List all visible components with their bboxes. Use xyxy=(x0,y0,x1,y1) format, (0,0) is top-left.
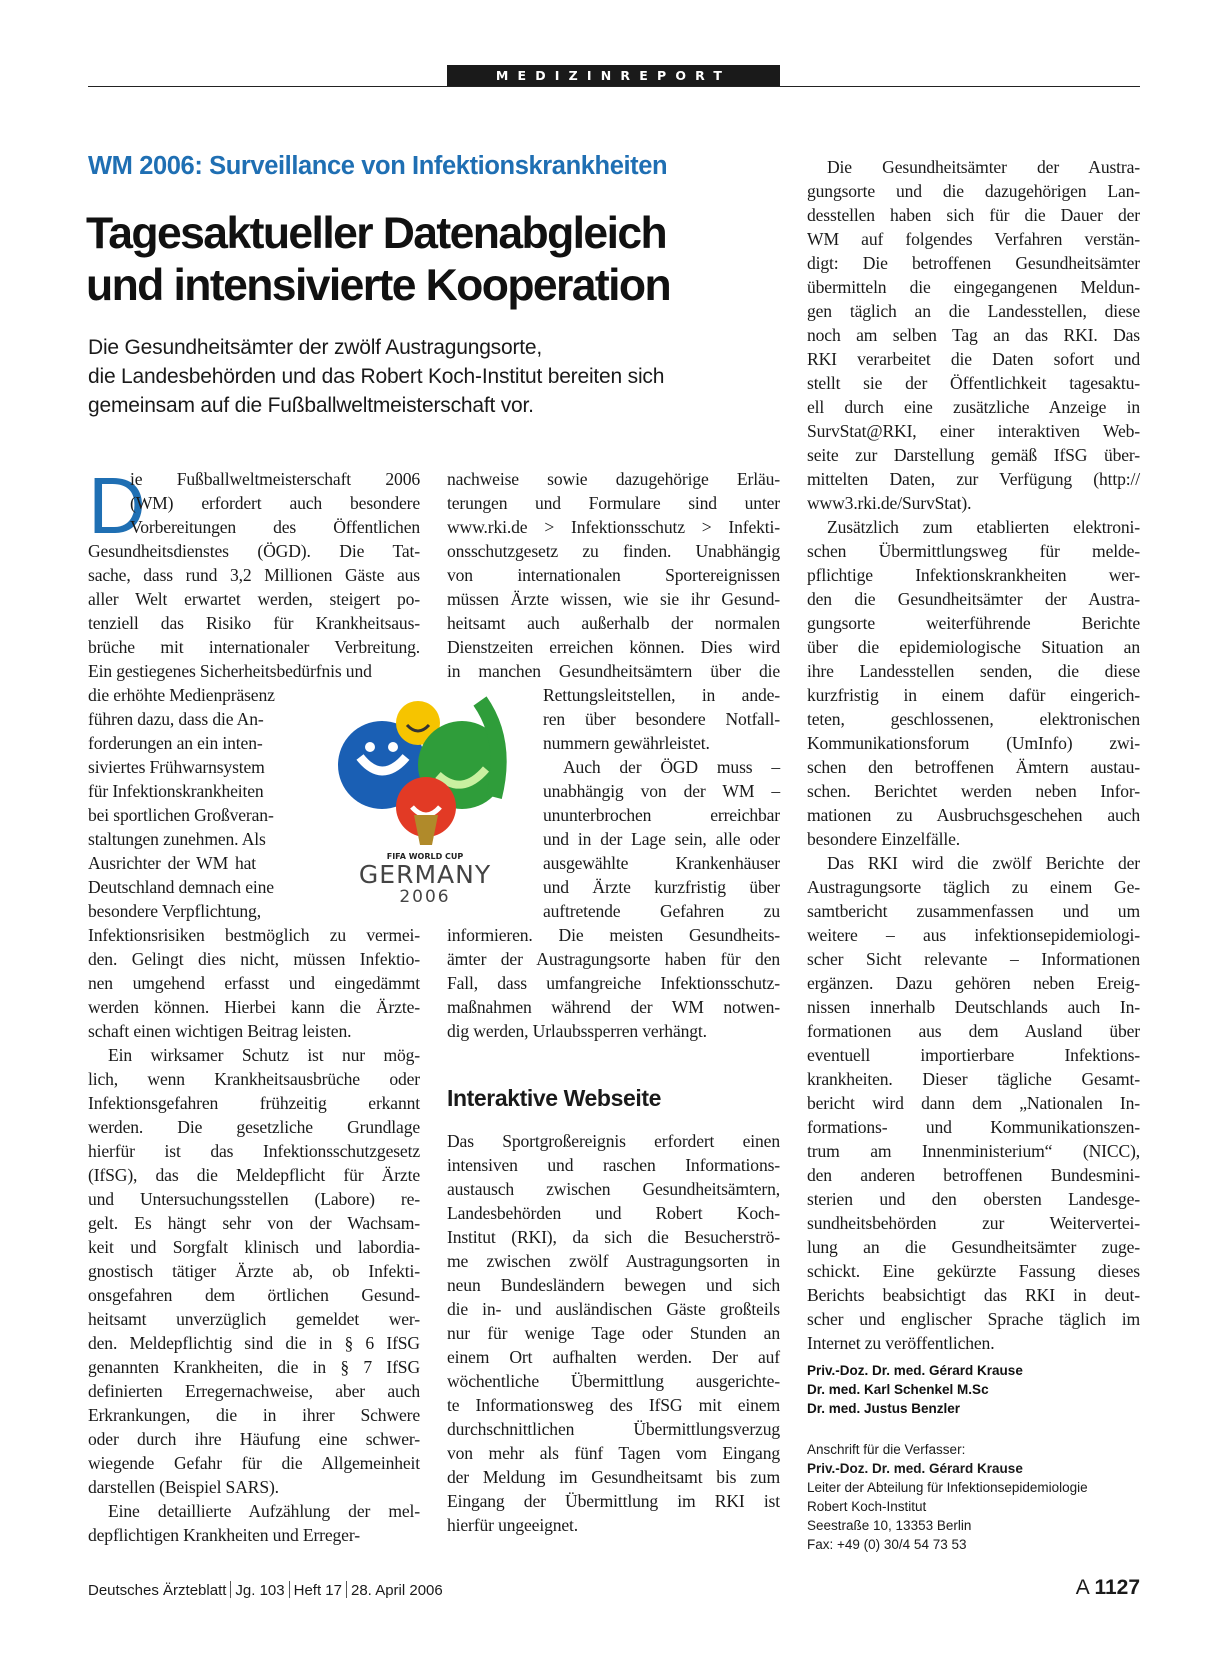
logo-year: 2006 xyxy=(399,887,451,907)
text-line: brüche mit internationaler Verbreitung. xyxy=(88,637,420,657)
text-line: über die epidemiologische Situation an xyxy=(807,637,1140,657)
text-line: hierfür ungeeignet. xyxy=(447,1515,579,1535)
text-line: unabhängig von der WM – xyxy=(543,781,780,801)
text-line: lich, wenn Krankheitsausbrüche oder xyxy=(88,1069,420,1089)
text-line: me zwischen zwölf Austragungsorten in xyxy=(447,1251,780,1271)
address-label: Anschrift für die Verfasser: xyxy=(807,1442,966,1457)
text-line: darstellen (Beispiel SARS). xyxy=(88,1477,279,1497)
text-line: maßnahmen während der WM notwen- xyxy=(447,997,780,1017)
text-line: Dienstzeiten erreichen können. Dies wird xyxy=(447,637,780,657)
text-line: desstellen haben sich für die Dauer der xyxy=(807,205,1140,225)
text-line: Infektionsgefahren frühzeitig erkannt xyxy=(88,1093,420,1113)
text-line: seite zur Darstellung gemäß IfSG über- xyxy=(807,445,1140,465)
lead-line: gemeinsam auf die Fußballweltmeisterschaft vor. xyxy=(88,394,534,417)
address-line: Seestraße 10, 13353 Berlin xyxy=(807,1518,972,1533)
text-line: Das RKI wird die zwölf Berichte der xyxy=(827,853,1140,873)
text-line: Ein wirksamer Schutz ist nur mög- xyxy=(108,1045,420,1065)
text-line: schickt. Eine gekürzte Fassung dieses xyxy=(807,1261,1140,1281)
page-prefix: A xyxy=(1075,1576,1089,1599)
text-line: gungsorte und die dazugehörigen Lan- xyxy=(807,181,1140,201)
text-line: gen täglich an die Landesstellen, diese xyxy=(807,301,1140,321)
text-line: schaft einen wichtigen Beitrag leisten. xyxy=(88,1021,352,1041)
text-line: mationen zu Ausbruchsgeschehen auch xyxy=(807,805,1140,825)
text-line: mittelten Daten, zur Verfügung (http:// xyxy=(807,469,1140,489)
text-line: keit und Sorgfalt klinisch und labordia- xyxy=(88,1237,420,1257)
text-line: staltungen zunehmen. Als xyxy=(88,829,266,849)
text-line: in manchen Gesundheitsämtern über die xyxy=(447,661,780,681)
page-number xyxy=(1076,1576,1140,1600)
text-line: nachweise sowie dazugehörige Erläu- xyxy=(447,469,780,489)
text-line: www3.rki.de/SurvStat). xyxy=(807,493,972,513)
text-line: nummern gewährleistet. xyxy=(543,733,710,753)
text-line: digt: Die betroffenen Gesundheitsämter xyxy=(807,253,1140,273)
text-line: Erkrankungen, die in ihrer Schwere xyxy=(88,1405,420,1425)
text-line: ie Fußballweltmeisterschaft 2006 xyxy=(130,469,420,489)
text-line: Austragungsorte täglich zu einem Ge- xyxy=(807,877,1140,897)
text-line: Auch der ÖGD muss – xyxy=(563,757,780,777)
author-name: Dr. med. Karl Schenkel M.Sc xyxy=(807,1382,989,1397)
text-line: bericht wird dann dem „Nationalen In- xyxy=(807,1093,1140,1113)
lead-line: die Landesbehörden und das Robert Koch-Institut bereiten sich xyxy=(88,365,665,388)
text-line: definierten Erregernachweise, aber auch xyxy=(88,1381,420,1401)
text-line: Ein gestiegenes Sicherheitsbedürfnis und xyxy=(88,661,372,681)
footer-citation xyxy=(88,1581,443,1599)
text-line: austausch zwischen Gesundheitsämtern, xyxy=(447,1179,780,1199)
text-line: führen dazu, dass die An- xyxy=(88,709,264,729)
text-line: ergänzen. Dazu gehören neben Ereig- xyxy=(807,973,1140,993)
logo-wordmark: GERMANY xyxy=(358,860,492,889)
text-line: genannten Krankheiten, die in § 7 IfSG xyxy=(88,1357,420,1377)
text-line: wiegende Gefahr für die Allgemeinheit xyxy=(88,1453,420,1473)
text-line: Eine detaillierte Aufzählung der mel- xyxy=(108,1501,420,1521)
text-line: krankheiten. Dieser tägliche Gesamt- xyxy=(807,1069,1140,1089)
lead-line: Die Gesundheitsämter der zwölf Austragungsorte, xyxy=(88,336,543,359)
text-line: dig werden, Urlaubssperren verhängt. xyxy=(447,1021,707,1041)
text-line: Berichts beabsichtigt das RKI in deut- xyxy=(807,1285,1140,1305)
text-line: heitsamt unverzüglich gemeldet wer- xyxy=(88,1309,420,1329)
address-line: Robert Koch-Institut xyxy=(807,1499,927,1514)
text-line: gnostisch tätiger Ärzte ab, ob Infekti- xyxy=(88,1261,420,1281)
text-line: werden können. Hierbei kann die Ärzte- xyxy=(88,997,420,1017)
text-line: ausgewählte Krankenhäuser xyxy=(543,853,780,873)
address-name: Priv.-Doz. Dr. med. Gérard Krause xyxy=(807,1461,1023,1476)
text-line: (WM) erfordert auch besondere xyxy=(130,493,420,513)
text-line: müssen Ärzte wissen, wie sie ihr Gesund- xyxy=(447,589,780,609)
section-label: MEDIZINREPORT xyxy=(447,65,780,86)
text-line: Internet zu veröffentlichen. xyxy=(807,1333,995,1353)
text-line: Landesbehörden und Robert Koch- xyxy=(447,1203,780,1223)
text-line: noch am selben Tag an das RKI. Das xyxy=(807,325,1140,345)
text-line: onsschutzgesetz zu finden. Unabhängig xyxy=(447,541,780,561)
text-line: www.rki.de > Infektionsschutz > Infekti- xyxy=(447,517,780,537)
text-line: gungsorte weiterführende Berichte xyxy=(807,613,1140,633)
text-line: nur für wenige Tage oder Stunden an xyxy=(447,1323,780,1343)
text-line: Vorbereitungen des Öffentlichen xyxy=(130,517,420,537)
text-line: Deutschland demnach eine xyxy=(88,877,274,897)
text-line: ihre Landesstellen senden, die diese xyxy=(807,661,1140,681)
text-line: auftretende Gefahren zu xyxy=(543,901,780,921)
text-line: Kommunikationsforum (UmInfo) zwi- xyxy=(807,733,1140,753)
text-line: von internationalen Sportereignissen xyxy=(447,565,780,585)
text-line: nen umgehend erfasst und eingedämmt xyxy=(88,973,420,993)
page-number-value: 1127 xyxy=(1094,1576,1140,1599)
address-line: Fax: +49 (0) 30/4 54 73 53 xyxy=(807,1537,967,1552)
text-line: und Ärzte kurzfristig über xyxy=(543,877,780,897)
text-line: Infektionsrisiken bestmöglich zu vermei- xyxy=(88,925,420,945)
text-line: teten, geschlossenen, elektronischen xyxy=(807,709,1140,729)
text-line: weitere – aus infektionsepidemiologi- xyxy=(807,925,1140,945)
text-line: schen. Berichtet werden neben Infor- xyxy=(807,781,1140,801)
text-line: scher und englischer Sprache täglich im xyxy=(807,1309,1140,1329)
footer-date: 28. April 2006 xyxy=(351,1582,443,1599)
drop-cap: D xyxy=(88,461,146,550)
text-line: schen Übermittlungsweg für melde- xyxy=(807,541,1140,561)
text-line: ununterbrochen erreichbar xyxy=(543,805,780,825)
text-line: besondere Verpflichtung, xyxy=(88,901,261,921)
footer-journal: Deutsches Ärzteblatt xyxy=(88,1582,227,1599)
logo-small-text: FIFA WORLD CUP xyxy=(386,852,464,861)
text-line: ell durch eine zusätzliche Anzeige in xyxy=(807,397,1140,417)
address-line: Leiter der Abteilung für Infektionsepidemiologie xyxy=(807,1480,1088,1495)
article-lead xyxy=(88,333,788,420)
text-line: pflichtige Infektionskrankheiten wer- xyxy=(807,565,1140,585)
text-line: scher Sicht relevante – Informationen xyxy=(807,949,1140,969)
text-line: formationen aus dem Ausland über xyxy=(807,1021,1140,1041)
text-line: übermitteln die eingegangenen Meldun- xyxy=(807,277,1140,297)
text-line: forderungen an ein inten- xyxy=(88,733,263,753)
text-line: trum am Innenministerium“ (NICC), xyxy=(807,1141,1140,1161)
text-line: Ausrichter der WM hat xyxy=(88,853,256,873)
text-line: Zusätzlich zum etablierten elektroni- xyxy=(827,517,1140,537)
text-line: formations- und Kommunikationszen- xyxy=(807,1117,1140,1137)
text-line: sundheitsbehörden zur Weitervertei- xyxy=(807,1213,1140,1233)
author-name: Dr. med. Justus Benzler xyxy=(807,1401,961,1416)
text-line: (IfSG), das die Meldepflicht für Ärzte xyxy=(88,1165,420,1185)
text-line: heitsamt auch außerhalb der normalen xyxy=(447,613,780,633)
page-footer xyxy=(88,1578,1140,1602)
text-line: nissen innerhalb Deutschlands auch In- xyxy=(807,997,1140,1017)
text-line: die erhöhte Medienpräsenz xyxy=(88,685,275,705)
text-line: besondere Einzelfälle. xyxy=(807,829,961,849)
text-line: terungen und Formulare sind unter xyxy=(447,493,780,513)
article-column-3 xyxy=(807,155,1140,1355)
text-line: Eingang der Übermittlung im RKI ist xyxy=(447,1491,780,1511)
text-line: wöchentliche Übermittlung ausgerichte- xyxy=(447,1371,780,1391)
footer-issue: Heft 17 xyxy=(293,1582,342,1599)
text-line: kurzfristig in einem dafür eingerich- xyxy=(807,685,1140,705)
text-line: werden. Die gesetzliche Grundlage xyxy=(88,1117,420,1137)
text-line: und in der Lage sein, alle oder xyxy=(543,829,780,849)
headline-line: und intensivierte Kooperation xyxy=(86,261,671,310)
text-line: die in- und ausländischen Gäste großteils xyxy=(447,1299,780,1319)
text-line: te Informationsweg des IfSG mit einem xyxy=(447,1395,780,1415)
text-line: lung an die Gesundheitsämter zuge- xyxy=(807,1237,1140,1257)
text-line: für Infektionskrankheiten xyxy=(88,781,264,801)
text-line: samtbericht zusammenfassen und um xyxy=(807,901,1140,921)
text-line: den anderen betroffenen Bundesmini- xyxy=(807,1165,1140,1185)
text-line: sterien und den obersten Landesge- xyxy=(807,1189,1140,1209)
text-line: Das Sportgroßereignis erfordert einen xyxy=(447,1131,780,1151)
author-name: Priv.-Doz. Dr. med. Gérard Krause xyxy=(807,1363,1023,1378)
author-list xyxy=(807,1361,1140,1418)
trophy-icon xyxy=(414,815,438,845)
text-line: informieren. Die meisten Gesundheits- xyxy=(447,925,780,945)
footer-volume: Jg. 103 xyxy=(235,1582,285,1599)
text-line: tenziell das Risiko für Krankheitsaus- xyxy=(88,613,420,633)
text-line: Gesundheitsdienstes (ÖGD). Die Tat- xyxy=(88,541,420,561)
text-line: siviertes Frühwarnsystem xyxy=(88,757,265,777)
text-line: aller Welt erwartet werden, steigert po- xyxy=(88,589,420,609)
text-line: bei sportlichen Großveran- xyxy=(88,805,274,825)
text-line: oder durch ihre Häufung eine schwer- xyxy=(88,1429,420,1449)
text-line: von mehr als fünf Tagen vom Eingang xyxy=(447,1443,780,1463)
text-line: sache, dass rund 3,2 Millionen Gäste aus xyxy=(88,565,420,585)
article-column-1 xyxy=(88,461,420,1547)
text-line: den. Gelingt dies nicht, müssen Infektio- xyxy=(88,949,420,969)
section-subheading: Interaktive Webseite xyxy=(447,1085,662,1111)
text-line: einem Ort aufhalten werden. Der auf xyxy=(447,1347,780,1367)
text-line: durchschnittlichen Übermittlungsverzug xyxy=(447,1419,780,1439)
text-line: SurvStat@RKI, einer interaktiven Web- xyxy=(807,421,1140,441)
text-line: WM auf folgendes Verfahren verstän- xyxy=(807,229,1140,249)
text-line: intensiven und raschen Informations- xyxy=(447,1155,780,1175)
article-kicker: WM 2006: Surveillance von Infektionskrankheiten xyxy=(88,152,668,180)
world-cup-logo xyxy=(330,695,520,915)
text-line: den die Gesundheitsämter der Austra- xyxy=(807,589,1140,609)
text-line: und Untersuchungsstellen (Labore) re- xyxy=(88,1189,420,1209)
text-line: der Meldung im Gesundheitsamt bis zum xyxy=(447,1467,780,1487)
headline-line: Tagesaktueller Datenabgleich xyxy=(86,209,667,258)
text-line: ren über besondere Notfall- xyxy=(543,709,780,729)
article-headline xyxy=(86,208,786,312)
text-line: Rettungsleitstellen, in ande- xyxy=(543,685,780,705)
text-line: ämter der Austragungsorte haben für den xyxy=(447,949,780,969)
text-line: depflichtigen Krankheiten und Erreger- xyxy=(88,1525,360,1545)
text-line: RKI verarbeitet die Daten sofort und xyxy=(807,349,1140,369)
author-address xyxy=(807,1440,1140,1554)
text-line: den. Meldepflichtig sind die in § 6 IfSG xyxy=(88,1333,420,1353)
text-line: Institut (RKI), da sich die Besucherströ- xyxy=(447,1227,780,1247)
text-line: hierfür ist das Infektionsschutzgesetz xyxy=(88,1141,420,1161)
text-line: stellt sie der Öffentlichkeit tagesaktu- xyxy=(807,373,1140,393)
article-column-2-continued xyxy=(447,1129,780,1537)
text-line: gelt. Es hängt sehr von der Wachsam- xyxy=(88,1213,420,1233)
text-line: neun Bundesländern bewegen und sich xyxy=(447,1275,780,1295)
text-line: eventuell importierbare Infektions- xyxy=(807,1045,1140,1065)
text-line: Fall, dass umfangreiche Infektionsschutz- xyxy=(447,973,780,993)
text-line: Die Gesundheitsämter der Austra- xyxy=(827,157,1140,177)
text-line: onsgefahren dem örtlichen Gesund- xyxy=(88,1285,420,1305)
header-rule xyxy=(88,86,1140,87)
text-line: schen den betroffenen Ämtern austau- xyxy=(807,757,1140,777)
